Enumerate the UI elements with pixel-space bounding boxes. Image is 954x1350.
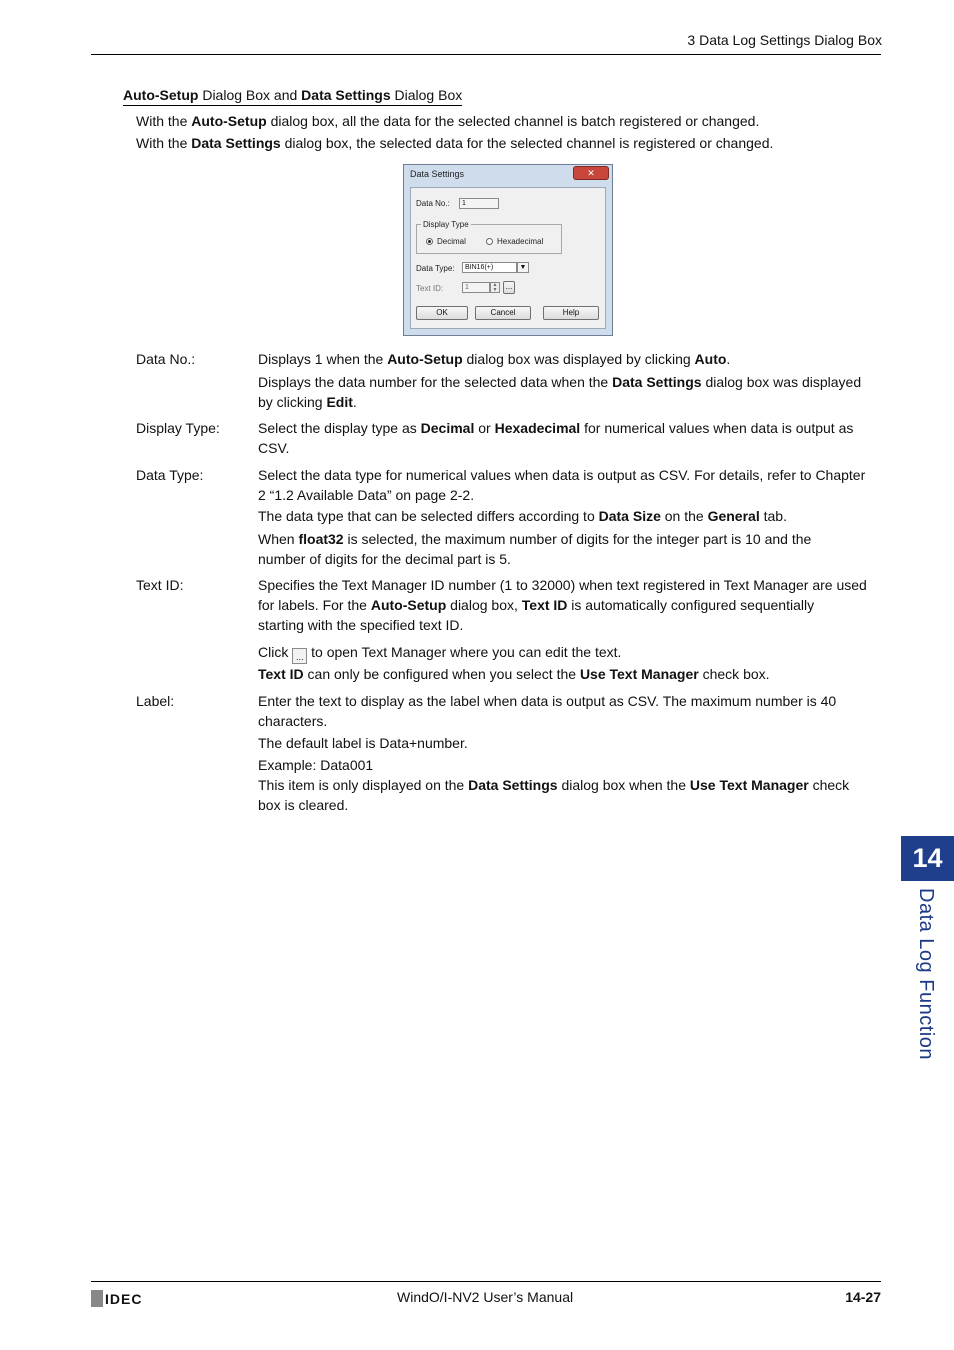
display-type-desc <box>258 418 882 458</box>
chevron-down-icon[interactable]: ▼ <box>517 262 529 273</box>
term-data-type: Data Type: <box>136 467 204 483</box>
t: Text ID <box>521 597 568 613</box>
t: Use Text Manager <box>579 666 699 682</box>
label-desc-3: Example: Data001 <box>258 757 374 773</box>
section-title <box>123 87 462 106</box>
data-type-label: Data Type: <box>416 264 455 273</box>
dialog-body <box>410 187 606 329</box>
radio-decimal-label: Decimal <box>437 237 466 246</box>
text-id-desc-2 <box>258 642 882 664</box>
t: CSV. <box>258 440 290 456</box>
t: for labels. For the <box>258 597 371 613</box>
data-no-desc-2 <box>258 372 882 412</box>
browse-text-button[interactable]: ... <box>503 281 515 294</box>
t: Select the display type as <box>258 420 421 436</box>
manual-title: WindO/I-NV2 User’s Manual <box>397 1289 574 1305</box>
t: Displays the data number for the selected data when the <box>258 374 613 390</box>
term-text-id: Text ID: <box>136 577 184 593</box>
display-type-group-label: Display Type <box>423 220 469 229</box>
t: . <box>726 351 731 367</box>
intro-2-a: With the <box>136 135 192 151</box>
data-type-desc-1 <box>258 465 882 505</box>
title-data-settings: Data Settings <box>301 87 391 103</box>
t: This item is only displayed on the <box>258 777 469 793</box>
data-type-desc-3 <box>258 529 882 569</box>
t: . <box>352 394 357 410</box>
footer-rule <box>91 1281 881 1282</box>
t: The data type that can be selected differs according to <box>258 508 599 524</box>
logo-text: IDEC <box>105 1290 143 1307</box>
t: Click <box>258 644 293 660</box>
intro-1-a: With the <box>136 113 192 129</box>
t: Enter the text to display as the label when data is output as CSV. The maximum number is 40 <box>258 693 837 709</box>
t: When <box>258 531 299 547</box>
t: Data Settings <box>468 777 558 793</box>
t: Select the data type for numerical values when data is output as CSV. For details, refer to Chapter <box>258 467 866 483</box>
t: starting with the specified text ID. <box>258 617 464 633</box>
t: Displays 1 when the <box>258 351 388 367</box>
t: Data Size <box>598 508 661 524</box>
t: Auto-Setup <box>370 597 447 613</box>
label-desc-2: The default label is Data+number. <box>258 735 468 751</box>
idec-logo <box>91 1290 142 1307</box>
t: box is cleared. <box>258 797 349 813</box>
t: dialog box was displayed <box>701 374 862 390</box>
t: dialog box was displayed by clicking <box>462 351 695 367</box>
ok-button[interactable]: OK <box>416 306 468 320</box>
t: is automatically configured sequentially <box>567 597 815 613</box>
label-desc-1 <box>258 691 882 731</box>
t: tab. <box>759 508 787 524</box>
text-id-desc-3 <box>258 664 882 684</box>
intro-1-c: dialog box, all the data for the selected channel is batch registered or changed. <box>266 113 760 129</box>
t: for numerical values when data is output as <box>580 420 854 436</box>
dialog-title: Data Settings <box>410 169 465 179</box>
t: Decimal <box>420 420 475 436</box>
help-button[interactable]: Help <box>543 306 599 320</box>
data-no-label: Data No.: <box>416 199 450 208</box>
radio-hexadecimal-label: Hexadecimal <box>497 237 544 246</box>
t: General <box>707 508 760 524</box>
title-text-1: Dialog Box and <box>198 87 302 103</box>
t: dialog box, <box>446 597 522 613</box>
data-type-select[interactable]: BIN16(+) <box>462 262 517 273</box>
t: check box. <box>698 666 770 682</box>
term-data-no: Data No.: <box>136 351 196 367</box>
data-settings-dialog <box>403 164 613 336</box>
text-id-field[interactable]: 1 <box>462 282 490 293</box>
t: 2 “1.2 Available Data” on page 2-2. <box>258 487 475 503</box>
data-no-desc-1 <box>258 349 882 369</box>
intro-2-c: dialog box, the selected data for the selected channel is registered or changed. <box>280 135 774 151</box>
browse-inline-button: ... <box>292 648 307 664</box>
intro-line-2 <box>136 133 773 153</box>
term-label: Label: <box>136 693 175 709</box>
t: number of digits for the decimal part is 5. <box>258 551 511 567</box>
radio-hexadecimal[interactable] <box>486 238 493 245</box>
t: or <box>474 420 495 436</box>
page-number: 14-27 <box>845 1289 881 1305</box>
t: float32 <box>298 531 344 547</box>
chapter-title-vertical: Data Log Function <box>915 888 937 1060</box>
intro-2-b: Data Settings <box>191 135 281 151</box>
radio-decimal[interactable] <box>426 238 433 245</box>
t: characters. <box>258 713 328 729</box>
t: Hexadecimal <box>494 420 581 436</box>
running-header: 3 Data Log Settings Dialog Box <box>687 32 882 48</box>
t: dialog box when the <box>557 777 690 793</box>
t: can only be configured when you select the <box>303 666 580 682</box>
chapter-number-tab: 14 <box>901 836 954 881</box>
data-no-field: 1 <box>459 198 499 209</box>
spinner-icon[interactable]: ▲ ▼ <box>490 282 500 293</box>
data-type-desc-2 <box>258 506 882 526</box>
t: on the <box>660 508 708 524</box>
title-text-2: Dialog Box <box>390 87 463 103</box>
term-display-type: Display Type: <box>136 420 220 436</box>
text-id-label: Text ID: <box>416 284 444 293</box>
t: Auto-Setup <box>387 351 463 367</box>
t: is selected, the maximum number of digits for the integer part is 10 and the <box>343 531 812 547</box>
header-rule <box>91 54 881 55</box>
t: Edit <box>326 394 353 410</box>
t: Auto <box>694 351 727 367</box>
label-desc-4 <box>258 775 882 815</box>
t: Use Text Manager <box>689 777 809 793</box>
intro-line-1 <box>136 111 759 131</box>
t: Data Settings <box>612 374 702 390</box>
t: Specifies the Text Manager ID number (1 to 32000) when text registered in Text Manager are used <box>258 577 867 593</box>
t: by clicking <box>258 394 327 410</box>
text-id-desc-1 <box>258 575 882 635</box>
t: check <box>808 777 850 793</box>
close-icon[interactable]: ✕ <box>573 166 609 180</box>
cancel-button[interactable]: Cancel <box>475 306 531 320</box>
t: to open Text Manager where you can edit the text. <box>307 644 622 660</box>
title-auto-setup: Auto-Setup <box>123 87 199 103</box>
t: Text ID <box>258 666 304 682</box>
logo-mark-icon <box>91 1290 103 1307</box>
intro-1-b: Auto-Setup <box>191 113 267 129</box>
